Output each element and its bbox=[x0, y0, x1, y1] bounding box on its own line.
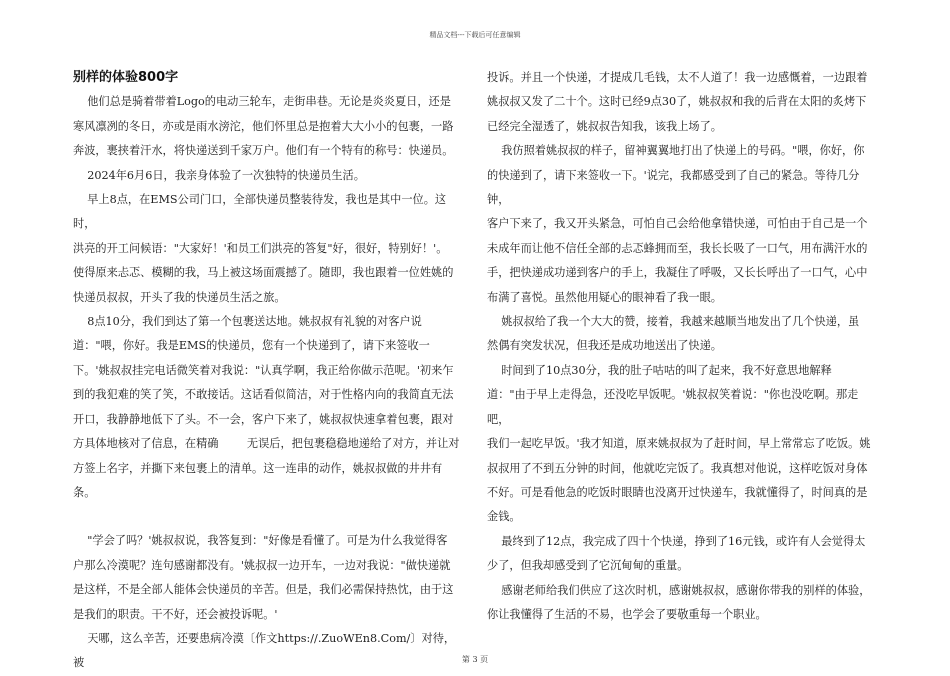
text-line: 他们总是骑着带着Logo的电动三轮车，走街串巷。无论是炎炎夏日，还是 bbox=[73, 95, 451, 109]
text-line: 开口，我静静地低下了头。不一会，客户下来了，姚叔叔快速拿着包裹，跟对 bbox=[73, 412, 454, 426]
text-line: 方具体地核对了信息，在精确 无误后，把包裹稳稳地递给了对方，并让对 bbox=[73, 437, 460, 451]
text-line: "学会了吗？'姚叔叔说，我答复到："好像是看懂了。可是为什么我觉得客 bbox=[73, 534, 448, 548]
text-line: 布满了喜悦。虽然他用疑心的眼神看了我一眼。 bbox=[487, 290, 722, 304]
text-line: 快递员叔叔，开头了我的快递员生活之旅。 bbox=[73, 290, 286, 304]
page-header: 精品文档---下载后可任意编辑 bbox=[429, 31, 521, 39]
text-line: 手，把快递成功递到客户的手上，我凝住了呼吸，又长长呼出了一口气，心中 bbox=[487, 266, 868, 280]
text-line: 投诉。并且一个快递，才提成几毛钱，太不人道了！我一边感慨着，一边跟着 bbox=[487, 71, 868, 84]
text-line: 金钱。 bbox=[487, 510, 521, 524]
text-line: 感谢老师给我们供应了这次时机，感谢姚叔叔，感谢你带我的别样的体验， bbox=[487, 583, 871, 597]
text-line: 时间到了10点30分，我的肚子咕咕的叫了起来，我不好意思地解释 bbox=[487, 363, 832, 377]
page-number: 第 3 页 bbox=[461, 655, 489, 664]
right-column-text bbox=[487, 66, 877, 627]
text-line: 天哪，这么辛苦，还要患病冷漠〔作文https://.ZuoWEn8.Com/〕对待，被 bbox=[73, 631, 456, 670]
text-line: 户那么冷漠呢？连句感谢都没有。'姚叔叔一边开车，一边对我说："做快递就 bbox=[73, 558, 451, 572]
text-line: 8点10分，我们到达了第一个包裹送达地。姚叔叔有礼貌的对客户说 bbox=[73, 315, 422, 329]
text-line: 我仿照着姚叔叔的样子，留神翼翼地打出了快递上的号码。"喂，你好，你 bbox=[487, 144, 865, 158]
text-line: 奔波，裹挟着汗水，将快递送到千家万户。他们有一个特有的称号：快递员。 bbox=[73, 144, 454, 158]
text-line: 然偶有突发状况，但我还是成功地送出了快递。 bbox=[487, 339, 722, 353]
text-line: 已经完全湿透了，姚叔叔告知我，该我上场了。 bbox=[487, 119, 722, 133]
left-column bbox=[73, 66, 463, 676]
left-column-text bbox=[73, 90, 463, 675]
text-line: 姚叔叔给了我一个大大的赞，接着，我越来越顺当地发出了几个快递，虽 bbox=[487, 315, 860, 329]
text-line: 寒风凛冽的冬日，亦或是雨水滂沱，他们怀里总是抱着大大小小的包裹，一路 bbox=[73, 119, 454, 133]
text-line: 到的我犯难的笑了笑，不敢接话。这话看似简洁，对于性格内向的我简直无法 bbox=[73, 388, 454, 402]
text-line: 方签上名字，并撕下来包裹上的清单。这一连串的动作，姚叔叔做的井井有条。 bbox=[73, 461, 443, 499]
text-line bbox=[73, 505, 463, 529]
text-line: 你让我懂得了生活的不易，也学会了要敬重每一个职业。 bbox=[487, 607, 767, 621]
text-line: 道："由于早上走得急，还没吃早饭呢。'姚叔叔笑着说："你也没吃啊。那走吧， bbox=[487, 388, 859, 426]
text-line: 道："喂，你好。我是EMS的快递员，您有一个快递到了，请下来签收一 bbox=[73, 339, 430, 353]
text-line: 客户下来了，我又开头紧急，可怕自己会给他拿错快递，可怕由于自己是一个 bbox=[487, 217, 868, 231]
text-line: 下。'姚叔叔挂完电话微笑着对我说："认真学啊，我正给你做示范呢。'初来乍 bbox=[73, 363, 454, 377]
right-column bbox=[487, 66, 877, 627]
text-line: 最终到了12点，我完成了四十个快递，挣到了16元钱，或许有人会觉得太 bbox=[487, 534, 866, 548]
text-line: 少了，但我却感受到了它沉甸甸的重量。 bbox=[487, 559, 689, 573]
text-line: 2024年6月6日，我亲身体验了一次独特的快递员生活。 bbox=[73, 168, 365, 182]
text-line: 的快递到了，请下来签收一下。'说完，我都感受到了自己的紧急。等待几分钟， bbox=[487, 168, 860, 207]
text-line: 我们一起吃早饭。'我才知道，原来姚叔叔为了赶时间，早上常常忘了吃饭。姚 bbox=[487, 437, 871, 451]
text-line: 叔叔用了不到五分钟的时间，他就吃完饭了。我真想对他说，这样吃饭对身体 bbox=[487, 461, 868, 475]
text-line: 是我们的职责。干不好，还会被投诉呢。' bbox=[73, 607, 278, 621]
text-line: 使得原来忐忑、模糊的我，马上被这场面震撼了。随即，我也跟着一位姓姚的 bbox=[73, 266, 454, 280]
text-line: 是这样，不是全部人能体会快递员的辛苦。但是，我们必需保持热忱，由于这 bbox=[73, 583, 454, 597]
text-line: 姚叔叔又发了二十个。这时已经9点30了，姚叔叔和我的后背在太阳的炙烤下 bbox=[487, 95, 867, 109]
text-line: 不好。可是看他急的吃饭时眼睛也没离开过快递车，我就懂得了，时间真的是 bbox=[487, 485, 868, 499]
text-line: 早上8点，在EMS公司门口，全部快递员整装待发，我也是其中一位。这时， bbox=[73, 193, 447, 231]
text-line: 洪亮的开工问候语："大家好！'和员工们洪亮的答复"好，很好，特别好！'。 bbox=[73, 241, 448, 255]
text-line: 未成年而让他不信任全部的忐忑蜂拥而至，我长长吸了一口气，用布满汗水的 bbox=[487, 241, 868, 255]
article-title: 别样的体验800字 bbox=[73, 70, 179, 85]
